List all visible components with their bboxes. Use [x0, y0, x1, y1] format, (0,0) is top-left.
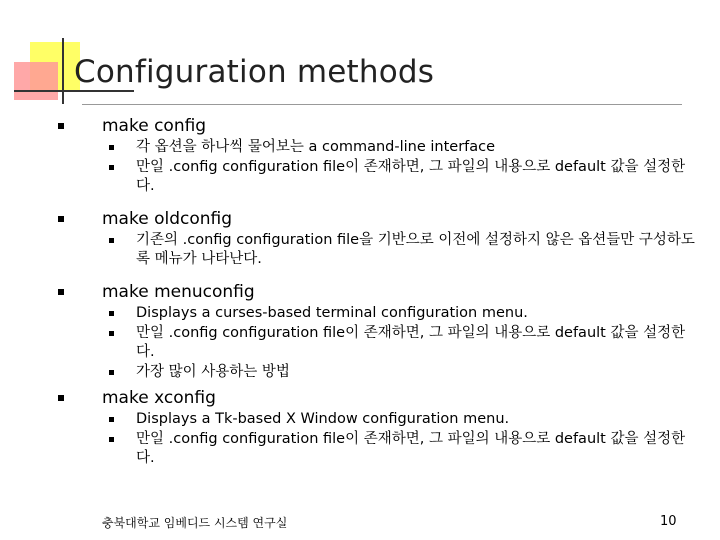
section-make-config	[58, 115, 698, 137]
list-item	[58, 363, 698, 382]
bullet-icon	[109, 331, 114, 336]
slide-content	[58, 110, 698, 469]
section-heading: make config	[102, 116, 207, 136]
bullet-icon	[109, 437, 114, 442]
list-item	[58, 430, 698, 468]
title-ornament-horizontal-line	[14, 90, 134, 92]
list-item-text: 만일 .config configuration file이 존재하면, 그 파일의 내용으로 default 값을 설정한다.	[136, 325, 686, 360]
page-number: 10	[660, 514, 677, 529]
slide-footer: 충북대학교 임베디드 시스템 연구실	[102, 516, 288, 530]
section-heading: make menuconfig	[102, 282, 255, 302]
section-heading: make xconfig	[102, 388, 216, 408]
section-make-xconfig	[58, 387, 698, 409]
bullet-icon	[109, 370, 114, 375]
section-make-oldconfig	[58, 208, 698, 230]
list-item-text: 만일 .config configuration file이 존재하면, 그 파일의 내용으로 default 값을 설정한다.	[136, 159, 686, 194]
bullet-icon	[58, 289, 64, 295]
bullet-icon	[109, 311, 114, 316]
title-underline	[82, 104, 682, 105]
section-make-menuconfig	[58, 281, 698, 303]
list-item-text: 기존의 .config configuration file을 기반으로 이전에 설정하지 않은 옵션들만 구성하도록 메뉴가 나타난다.	[136, 232, 695, 267]
list-item-text: Displays a curses-based terminal configuration menu.	[136, 305, 528, 321]
bullet-icon	[109, 417, 114, 422]
title-ornament-red	[14, 62, 58, 100]
list-item	[58, 410, 698, 429]
list-item-text: 가장 많이 사용하는 방법	[136, 364, 290, 380]
section-heading: make oldconfig	[102, 209, 233, 229]
list-item	[58, 231, 698, 269]
list-item	[58, 138, 698, 157]
list-item	[58, 324, 698, 362]
list-item	[58, 158, 698, 196]
bullet-icon	[109, 165, 114, 170]
bullet-icon	[58, 395, 64, 401]
list-item-text: Displays a Tk-based X Window configuration menu.	[136, 411, 510, 427]
bullet-icon	[109, 238, 114, 243]
bullet-icon	[58, 216, 64, 222]
list-item-text: 만일 .config configuration file이 존재하면, 그 파일의 내용으로 default 값을 설정한다.	[136, 431, 686, 466]
list-item-text: 각 옵션을 하나씩 물어보는 a command-line interface	[136, 139, 496, 155]
bullet-icon	[58, 123, 64, 129]
slide-title: Configuration methods	[74, 54, 435, 90]
title-ornament-vertical-line	[62, 38, 64, 104]
list-item	[58, 304, 698, 323]
bullet-icon	[109, 145, 114, 150]
